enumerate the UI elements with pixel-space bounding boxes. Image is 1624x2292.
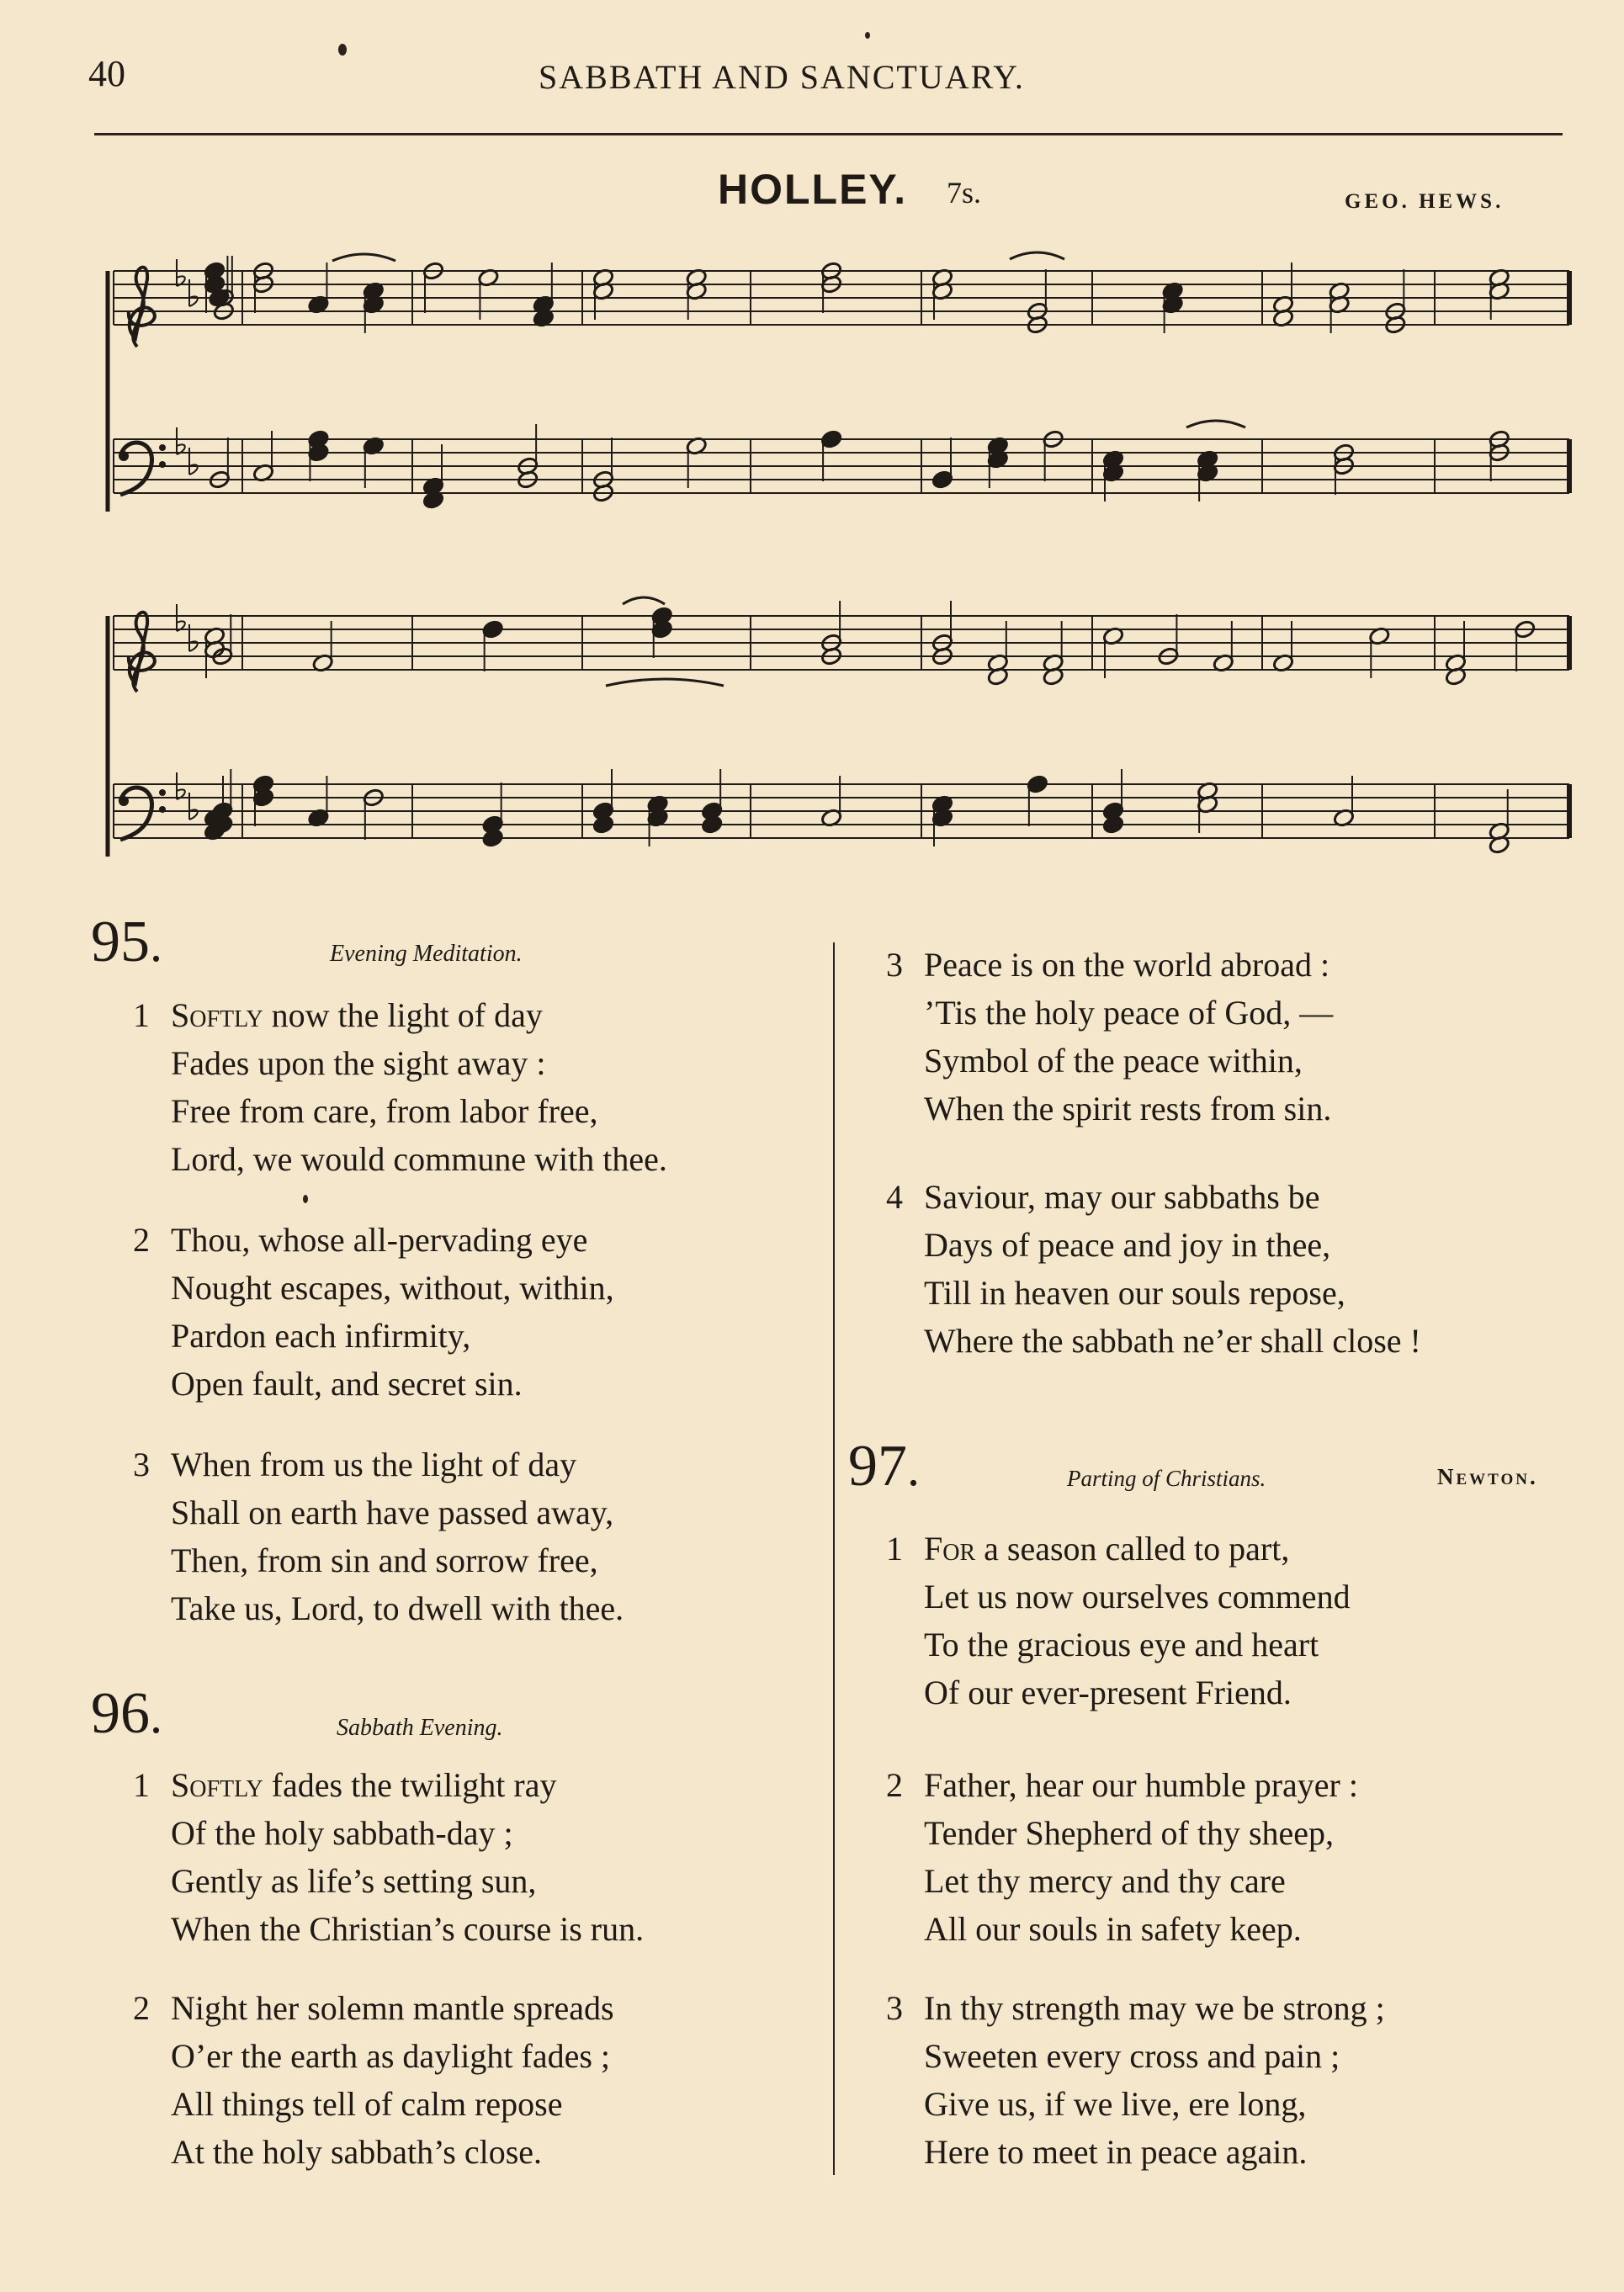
column-divider <box>833 942 835 2175</box>
bass-clef-dot <box>159 444 166 451</box>
hymn-title-95: Evening Meditation. <box>330 941 523 967</box>
stanza-first-word: Softly <box>171 1766 263 1804</box>
stanza-line: Night her solemn mantle spreads <box>171 1989 614 2027</box>
stanza-line: O’er the earth as daylight fades ; <box>171 2037 611 2075</box>
stanza-first-word: Softly <box>171 996 263 1034</box>
bass-clef-icon <box>120 443 151 495</box>
page-number: 40 <box>88 53 125 94</box>
ink-speck <box>338 44 347 56</box>
music-score <box>0 236 1624 892</box>
stanza-line: Tender Shepherd of thy sheep, <box>924 1814 1335 1852</box>
stanza-line: Lord, we would commune with thee. <box>171 1140 667 1178</box>
slur-mark <box>332 254 395 261</box>
stanza-97-1 <box>886 1525 1351 1716</box>
stanza-first-word: For <box>924 1530 976 1568</box>
stanza-number: 2 <box>133 1221 150 1259</box>
stanza-line: Peace is on the world abroad : <box>924 946 1330 984</box>
stanza-line: Let us now ourselves commend <box>924 1578 1351 1616</box>
bass-clef-dot <box>159 789 166 796</box>
stanza-line: Give us, if we live, ere long, <box>924 2085 1307 2123</box>
stanza-line: All things tell of calm repose <box>171 2085 563 2123</box>
stanza-line: In thy strength may we be strong ; <box>924 1989 1385 2027</box>
stanza-line: Of the holy sabbath-day ; <box>171 1814 513 1852</box>
running-title: SABBATH AND SANCTUARY. <box>539 58 1025 96</box>
hymn-author-97: Newton. <box>1437 1464 1538 1489</box>
stanza-line: Take us, Lord, to dwell with thee. <box>171 1589 624 1627</box>
slur-mark <box>623 597 665 604</box>
stanza-number: 1 <box>133 1766 150 1804</box>
stanza-number: 1 <box>133 996 150 1034</box>
slur-mark <box>606 679 724 686</box>
stanza-96-2 <box>133 1984 614 2176</box>
stanza-line: Saviour, may our sabbaths be <box>924 1178 1320 1216</box>
stanza-line: now the light of day <box>263 996 543 1034</box>
stanza-line: Here to meet in peace again. <box>924 2133 1308 2171</box>
stanza-line: Fades upon the sight away : <box>171 1044 546 1082</box>
stanza-line: fades the twilight ray <box>263 1766 557 1804</box>
bass-clef-dot <box>119 451 129 461</box>
bass-clef-dot <box>159 461 166 468</box>
ink-speck <box>303 1195 308 1203</box>
stanza-line: Thou, whose all-pervading eye <box>171 1221 588 1259</box>
stanza-line: a season called to part, <box>975 1530 1290 1568</box>
hymn-title-97: Parting of Christians. <box>1067 1466 1266 1491</box>
stanza-line: When the spirit rests from sin. <box>924 1090 1332 1127</box>
bass-clef-icon <box>120 788 151 840</box>
treble-clef-icon <box>129 613 155 692</box>
stanza-95-2 <box>133 1216 614 1408</box>
stanza-96-1 <box>133 1761 644 1953</box>
hymn-title-96: Sabbath Evening. <box>337 1715 503 1741</box>
stanza-line: Pardon each infirmity, <box>171 1317 471 1355</box>
tune-name: HOLLEY. <box>718 166 908 213</box>
stanza-line: Shall on earth have passed away, <box>171 1494 614 1531</box>
stanza-line: When from us the light of day <box>171 1446 577 1483</box>
hymn-number-97: 97. <box>848 1434 920 1499</box>
stanza-line: All our souls in safety keep. <box>924 1910 1302 1948</box>
stanza-line: Sweeten every cross and pain ; <box>924 2037 1340 2075</box>
stanza-line: Of our ever-present Friend. <box>924 1674 1292 1711</box>
stanza-line: Till in heaven our souls repose, <box>924 1274 1345 1312</box>
treble-clef-icon <box>129 268 155 347</box>
bass-clef-dot <box>119 796 129 806</box>
stanza-number: 3 <box>886 946 903 984</box>
stanza-96-3 <box>886 941 1333 1133</box>
stanza-line: At the holy sabbath’s close. <box>171 2133 543 2171</box>
stanza-line: Let thy mercy and thy care <box>924 1862 1286 1900</box>
stanza-line: To the gracious eye and heart <box>924 1626 1319 1663</box>
stanza-line: Where the sabbath ne’er shall close ! <box>924 1322 1421 1360</box>
header-rule <box>94 133 1563 135</box>
stanza-number: 1 <box>886 1530 903 1568</box>
stanza-line: When the Christian’s course is run. <box>171 1910 645 1948</box>
stanza-number: 3 <box>133 1446 150 1483</box>
hymn-number-95: 95. <box>91 910 162 974</box>
stanza-number: 2 <box>886 1766 903 1804</box>
bass-clef-dot <box>159 806 166 813</box>
ink-speck <box>865 32 870 39</box>
stanza-line: Days of peace and joy in thee, <box>924 1226 1331 1264</box>
stanza-line: ’Tis the holy peace of God, — <box>924 994 1334 1032</box>
stanza-line: Nought escapes, without, within, <box>171 1269 614 1307</box>
stanza-number: 4 <box>886 1178 903 1216</box>
stanza-line: Free from care, from labor free, <box>171 1092 598 1130</box>
stanza-line: Gently as life’s setting sun, <box>171 1862 537 1900</box>
stanza-95-1 <box>133 991 667 1183</box>
stanza-95-3 <box>133 1440 624 1632</box>
stanza-line: Symbol of the peace within, <box>924 1042 1303 1080</box>
tune-meter: 7s. <box>947 176 982 210</box>
tune-composer: GEO. HEWS. <box>1345 190 1505 213</box>
stanza-line: Then, from sin and sorrow free, <box>171 1541 598 1579</box>
stanza-96-4 <box>886 1173 1421 1365</box>
slur-mark <box>1186 421 1245 427</box>
stanza-line: Father, hear our humble prayer : <box>924 1766 1358 1804</box>
slur-mark <box>1010 252 1064 259</box>
stanza-number: 2 <box>133 1989 150 2027</box>
stanza-line: Open fault, and secret sin. <box>171 1365 523 1403</box>
stanza-number: 3 <box>886 1989 903 2027</box>
stanza-97-3 <box>886 1984 1385 2176</box>
stanza-97-2 <box>886 1761 1358 1953</box>
hymn-number-96: 96. <box>91 1681 162 1746</box>
